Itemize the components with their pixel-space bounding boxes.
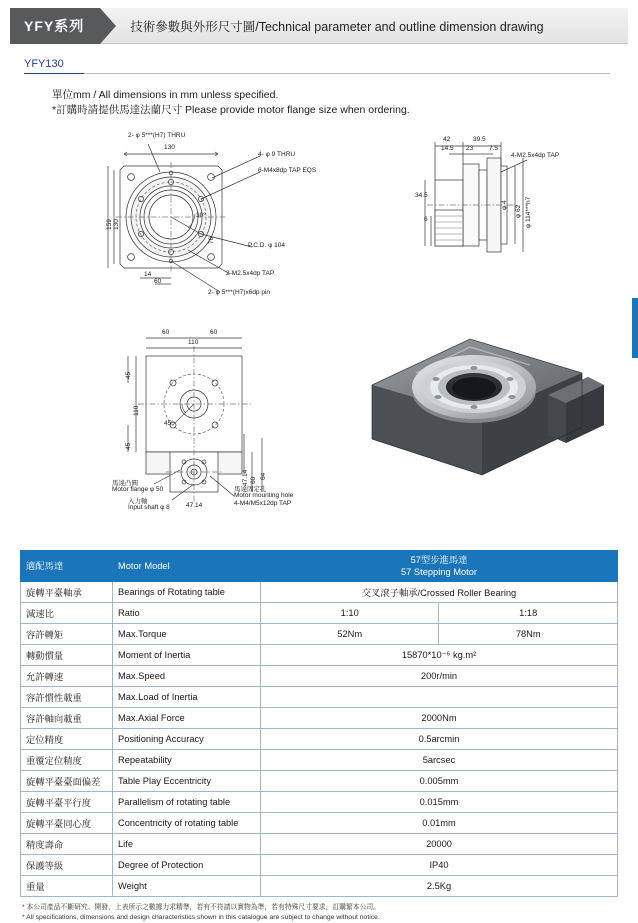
row-value: 2.5Kg <box>261 876 618 897</box>
header-motor-cn: 適配馬達 <box>21 551 113 582</box>
row-label-en: Max.Axial Force <box>113 708 261 729</box>
dim-6: 6 <box>424 216 428 223</box>
dim-bottom-60a: 60 <box>162 329 170 336</box>
row-label-en: Bearings of Rotating table <box>113 582 261 603</box>
page-edge-tab <box>632 298 638 358</box>
table-row <box>21 855 618 876</box>
table-row <box>21 666 618 687</box>
dim-60-v: 60 <box>250 476 257 484</box>
dim-159: 159 <box>106 219 113 230</box>
dim-14-5: 14.5 <box>441 145 454 152</box>
dim-47-14-v: 47.14 <box>242 469 249 486</box>
dim-7-5: 7.5 <box>489 145 499 152</box>
row-label-cn: 容許慣性載重 <box>21 687 113 708</box>
dim-110: 110 <box>188 339 199 346</box>
spec-table-body <box>21 582 618 897</box>
dim-tap-2: 2-M2.5x4dp TAP <box>226 270 275 277</box>
row-label-en: Degree of Protection <box>113 855 261 876</box>
row-label-cn: 重量 <box>21 876 113 897</box>
row-label-cn: 旋轉平臺軸承 <box>21 582 113 603</box>
row-label-en: Moment of Inertia <box>113 645 261 666</box>
header-motor-value-en: 57 Stepping Motor <box>401 567 477 577</box>
dim-42: 42 <box>443 136 451 143</box>
dim-76: 76 <box>208 236 215 244</box>
dim-47-14: 47.14 <box>186 502 203 509</box>
label-motor-flange-en: Motor flange φ 50 <box>112 486 164 493</box>
row-value: 15870*10⁻⁶ kg.m² <box>261 645 618 666</box>
table-row <box>21 687 618 708</box>
table-row <box>21 771 618 792</box>
dim-side-tap: 4-M2.5x4dp TAP <box>511 152 560 159</box>
row-value: 0.005mm <box>261 771 618 792</box>
label-mount-hole-cn: 馬達固定孔 <box>234 486 267 493</box>
row-label-en: Ratio <box>113 603 261 624</box>
table-row <box>21 729 618 750</box>
footnote-en: * All specifications, dimensions and design characteristics shown in this catalogue are subject to change without notice. <box>22 914 380 921</box>
product-photo-svg <box>352 299 612 499</box>
row-value-right: 78Nm <box>439 624 618 645</box>
dim-34-5: 34.5 <box>415 192 428 199</box>
row-value: 20000 <box>261 834 618 855</box>
dim-64: 64 <box>260 472 267 480</box>
dim-45a: 45 <box>125 371 132 379</box>
row-label-cn: 允許轉速 <box>21 666 113 687</box>
footnote-cn: * 本公司產品不斷研究、開發，上表所示之數據力求精準，若有不符請以實物為準，若有特殊尺寸要求，訂購繁本公司。 <box>22 904 380 911</box>
page-header-title: 技術參數與外形尺寸圖/Technical parameter and outline dimension drawing <box>100 8 628 44</box>
table-row <box>21 750 618 771</box>
drawing-side-view <box>415 132 600 272</box>
dim-pin-callout: 2- φ 5***(H7)x6dp pin <box>208 289 271 296</box>
table-row <box>21 792 618 813</box>
header-motor-value-cn: 57型步進馬達 <box>410 555 468 565</box>
row-value: 交叉滾子軸承/Crossed Roller Bearing <box>261 582 618 603</box>
row-label-en: Table Play Eccentricity <box>113 771 261 792</box>
row-label-en: Positioning Accuracy <box>113 729 261 750</box>
row-label-en: Max.Load of Inertia <box>113 687 261 708</box>
row-label-cn: 旋轉平臺同心度 <box>21 813 113 834</box>
table-header-row <box>21 551 618 582</box>
drawing-area <box>0 124 638 544</box>
row-value: 2000Nm <box>261 708 618 729</box>
row-value-left: 1:10 <box>261 603 439 624</box>
row-label-en: Max.Torque <box>113 624 261 645</box>
table-row <box>21 603 618 624</box>
dim-phi-114: φ 114***h7 <box>525 196 532 228</box>
label-mount-hole-tap: 4-M4/M5x12dp TAP <box>234 500 292 507</box>
row-value <box>261 687 618 708</box>
model-divider <box>24 73 610 74</box>
dim-phi-62: φ 62 <box>515 204 522 218</box>
label-input-shaft-cn: 入力軸 <box>128 498 148 505</box>
table-row <box>21 624 618 645</box>
row-value: 0.01mm <box>261 813 618 834</box>
label-input-shaft-en: Input shaft φ 8 <box>128 504 170 511</box>
row-label-en: Weight <box>113 876 261 897</box>
dim-bottom-60b: 60 <box>210 329 218 336</box>
series-tag: YFY系列 <box>10 8 100 44</box>
dim-39-5: 39.5 <box>473 136 486 143</box>
label-mount-hole-en: Motor mounting hole <box>234 492 294 499</box>
row-value-right: 1:18 <box>439 603 618 624</box>
bottom-view-svg <box>110 324 340 524</box>
dim-tap-callout: 6-M4x8dp TAP EQS <box>258 167 317 174</box>
row-label-cn: 減速比 <box>21 603 113 624</box>
row-label-en: Life <box>113 834 261 855</box>
dim-phi9-callout: 4- φ 9 THRU <box>258 151 296 158</box>
note-units: 單位mm / All dimensions in mm unless specified. <box>52 89 279 101</box>
row-label-cn: 重覆定位精度 <box>21 750 113 771</box>
model-label: YFY130 <box>24 58 84 74</box>
row-label-en: Concentricity of rotating table <box>113 813 261 834</box>
product-photo <box>352 299 612 499</box>
row-label-cn: 容許軸向載重 <box>21 708 113 729</box>
dim-angle-30: 30° <box>196 212 206 219</box>
row-label-cn: 轉動慣量 <box>21 645 113 666</box>
table-row <box>21 876 618 897</box>
row-label-cn: 定位精度 <box>21 729 113 750</box>
dim-23: 23 <box>466 145 474 152</box>
dim-110-left: 110 <box>133 405 140 416</box>
row-label-cn: 旋轉平臺臺面偏差 <box>21 771 113 792</box>
dim-pcd: P.C.D. φ 104 <box>248 242 285 249</box>
dim-phi-4: φ 4 <box>501 200 508 210</box>
row-label-en: Max.Speed <box>113 666 261 687</box>
table-row <box>21 582 618 603</box>
dim-130-top: 130 <box>164 144 175 151</box>
drawing-bottom-view <box>110 324 340 524</box>
row-value: IP40 <box>261 855 618 876</box>
row-value: 5arcsec <box>261 750 618 771</box>
note-order: *訂購時請提供馬達法蘭尺寸 Please provide motor flange size when ordering. <box>52 104 410 116</box>
row-value: 0.5arcmin <box>261 729 618 750</box>
page-header <box>10 8 628 44</box>
table-row <box>21 834 618 855</box>
row-label-cn: 保護等級 <box>21 855 113 876</box>
row-label-cn: 容許轉矩 <box>21 624 113 645</box>
row-label-cn: 精度壽命 <box>21 834 113 855</box>
row-label-en: Parallelism of rotating table <box>113 792 261 813</box>
spec-table <box>20 550 618 897</box>
row-value-left: 52Nm <box>261 624 439 645</box>
footnote <box>22 903 638 923</box>
header-motor-en: Motor Model <box>113 551 261 582</box>
row-label-en: Repeatability <box>113 750 261 771</box>
row-label-cn: 旋轉平臺平行度 <box>21 792 113 813</box>
table-row <box>21 813 618 834</box>
dim-45b: 45 <box>125 442 132 450</box>
table-row <box>21 708 618 729</box>
drawing-front-view <box>100 132 340 322</box>
dim-60: 60 <box>154 278 162 285</box>
units-notes <box>52 88 638 118</box>
dim-thru-callout: 2- φ 5***(H7) THRU <box>128 132 186 139</box>
row-value: 200r/min <box>261 666 618 687</box>
table-row <box>21 645 618 666</box>
dim-14: 14 <box>144 271 152 278</box>
dim-130-left: 130 <box>113 219 120 230</box>
dim-45-deg: 45° <box>164 420 174 427</box>
header-motor-value <box>261 551 618 582</box>
row-value: 0.015mm <box>261 792 618 813</box>
label-motor-flange-cn: 馬達凸圓 <box>112 480 138 487</box>
